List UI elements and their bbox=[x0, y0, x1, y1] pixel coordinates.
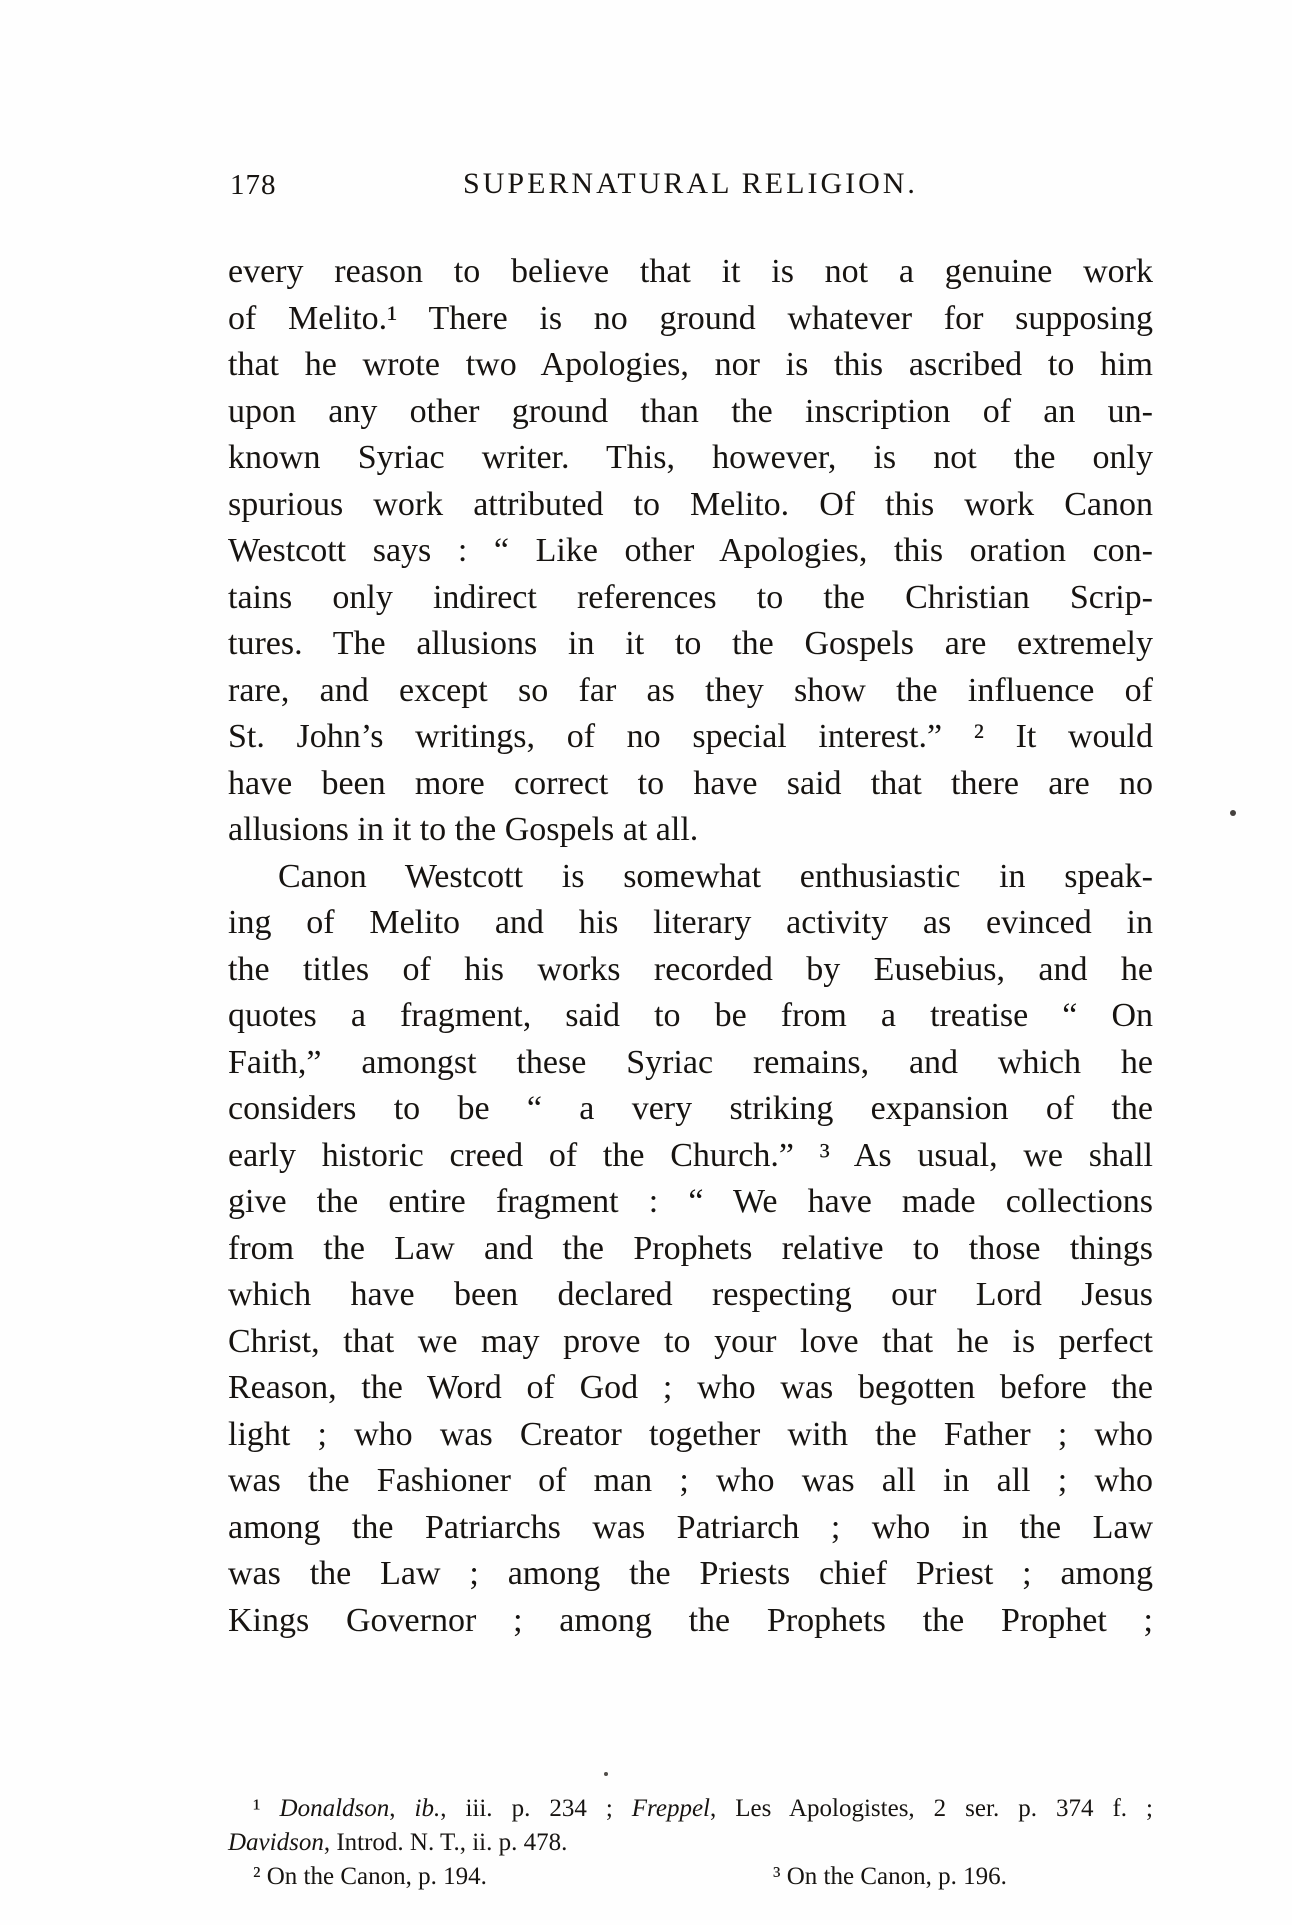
text-line: quotes a fragment, said to be from a treatise “ On bbox=[228, 997, 1153, 1034]
footnote-text: , iii. p. 234 ; bbox=[440, 1795, 632, 1822]
text-line: of Melito.¹ There is no ground whatever for supposing bbox=[228, 299, 1153, 337]
footnote-text: , Les Apologistes, 2 ser. p. 374 f. ; bbox=[710, 1795, 1153, 1822]
scan-artifact-dot bbox=[604, 1772, 608, 1776]
text-line: among the Patriarchs was Patriarch ; who in the Law bbox=[228, 1508, 1153, 1546]
scan-artifact-dot bbox=[1230, 810, 1236, 816]
text-line: Christ, that we may prove to your love that he is perfect bbox=[228, 1322, 1153, 1360]
footnote-author: Donaldson bbox=[279, 1795, 390, 1822]
text-line: upon any other ground than the inscription of an un- bbox=[228, 392, 1153, 430]
text-line: Canon Westcott is somewhat enthusiastic in speak- bbox=[278, 857, 1153, 895]
footnote-2: ² On the Canon, p. 194. bbox=[253, 1863, 487, 1890]
footnote-text: , bbox=[389, 1795, 415, 1822]
body-text-block bbox=[228, 249, 1153, 1644]
text-line: allusions in it to the Gospels at all. bbox=[228, 811, 699, 848]
text-line: St. John’s writings, of no special interest.” ² It would bbox=[228, 718, 1153, 755]
footnote-author: Davidson bbox=[228, 1829, 324, 1856]
text-line: Faith,” amongst these Syriac remains, and which he bbox=[228, 1043, 1153, 1081]
text-line: which have been declared respecting our Lord Jesus bbox=[228, 1276, 1153, 1313]
text-line: spurious work attributed to Melito. Of this work Canon bbox=[228, 485, 1153, 523]
text-line: known Syriac writer. This, however, is not the only bbox=[228, 439, 1153, 476]
text-line: ing of Melito and his literary activity as evinced in bbox=[228, 904, 1153, 941]
footnote-3: ³ On the Canon, p. 196. bbox=[773, 1863, 1007, 1890]
footnote-author: Freppel bbox=[631, 1795, 710, 1822]
footnote-1 bbox=[228, 1792, 1153, 1826]
text-line: tains only indirect references to the Christian Scrip- bbox=[228, 578, 1153, 616]
footnote-marker: ¹ bbox=[253, 1795, 280, 1822]
footnote-abbrev: ib. bbox=[414, 1795, 441, 1822]
text-line: that he wrote two Apologies, nor is this ascribed to him bbox=[228, 346, 1153, 383]
footnotes-block bbox=[228, 1792, 1153, 1894]
text-line: tures. The allusions in it to the Gospels are extremely bbox=[228, 625, 1153, 662]
text-line: early historic creed of the Church.” ³ As usual, we shall bbox=[228, 1136, 1153, 1174]
text-line: rare, and except so far as they show the influence of bbox=[228, 671, 1153, 709]
text-line: Kings Governor ; among the Prophets the Prophet ; bbox=[228, 1601, 1153, 1639]
text-line: was the Law ; among the Priests chief Priest ; among bbox=[228, 1555, 1153, 1592]
running-header-title: SUPERNATURAL RELIGION. bbox=[463, 167, 918, 200]
text-line: was the Fashioner of man ; who was all in all ; who bbox=[228, 1462, 1153, 1499]
text-line: every reason to believe that it is not a genuine work bbox=[228, 253, 1153, 290]
footnote-1-continued bbox=[228, 1826, 1153, 1860]
text-line: the titles of his works recorded by Eusebius, and he bbox=[228, 950, 1153, 988]
text-line: give the entire fragment : “ We have made collections bbox=[228, 1183, 1153, 1220]
footnote-row bbox=[228, 1860, 1153, 1894]
paragraph bbox=[228, 854, 1153, 1645]
paragraph bbox=[228, 249, 1153, 854]
page-number: 178 bbox=[230, 169, 277, 201]
text-line: have been more correct to have said that there are no bbox=[228, 764, 1153, 802]
text-line: considers to be “ a very striking expansion of the bbox=[228, 1090, 1153, 1127]
text-line: Reason, the Word of God ; who was begotten before the bbox=[228, 1369, 1153, 1406]
text-line: from the Law and the Prophets relative to those things bbox=[228, 1229, 1153, 1267]
footnote-text: , Introd. N. T., ii. p. 478. bbox=[323, 1829, 568, 1856]
text-line: light ; who was Creator together with the Father ; who bbox=[228, 1415, 1153, 1453]
text-line: Westcott says : “ Like other Apologies, this oration con- bbox=[228, 532, 1153, 569]
